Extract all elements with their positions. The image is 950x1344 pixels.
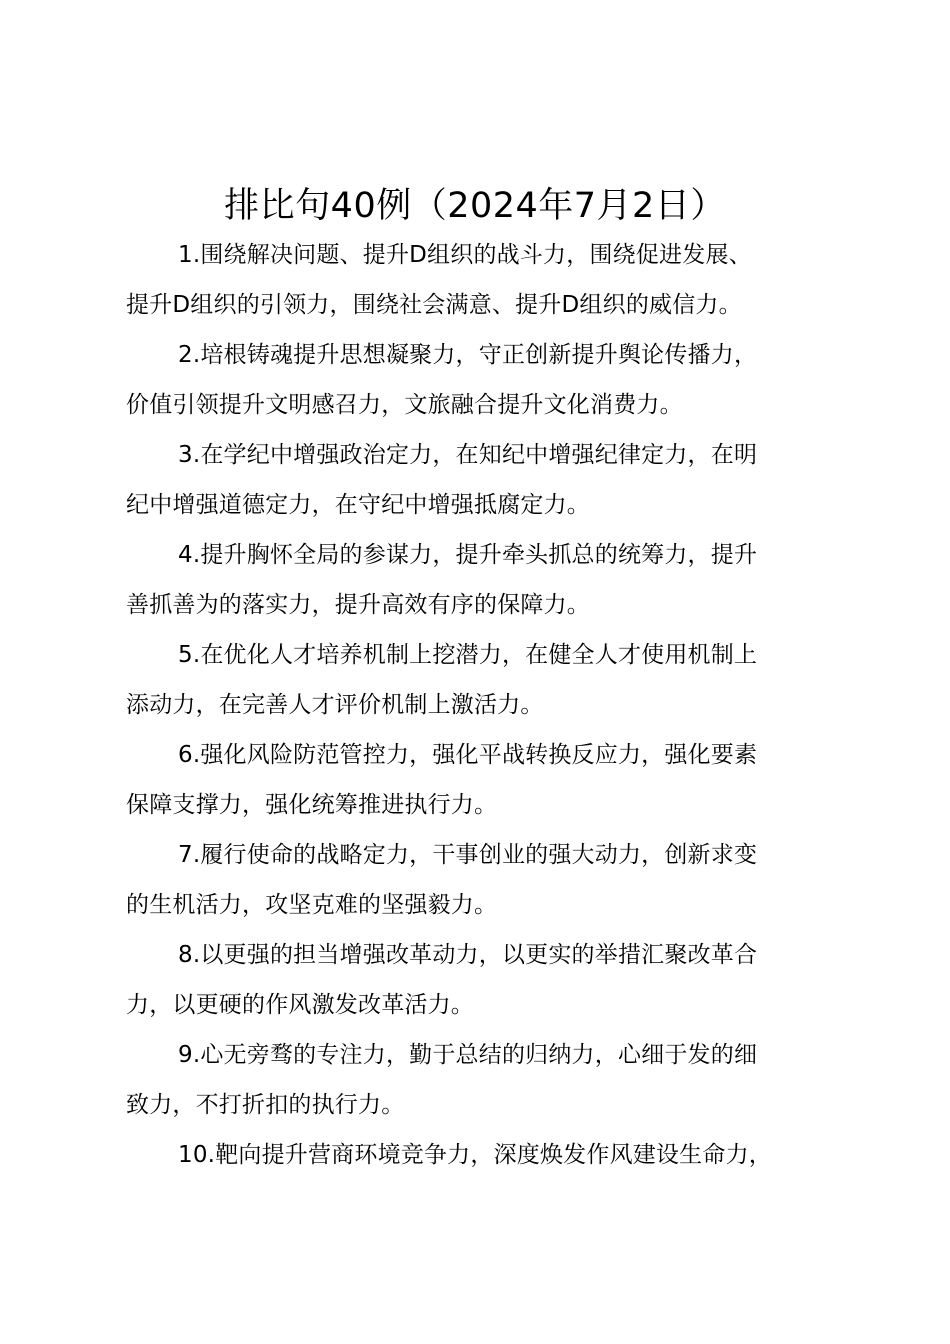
- paragraph-line: 1.围绕解决问题、提升D组织的战斗力，围绕促进发展、: [178, 242, 752, 268]
- paragraph-4: [126, 530, 836, 630]
- paragraph-3: [126, 430, 836, 530]
- paragraph-2: [126, 330, 836, 430]
- paragraph-line: 致力，不打折扣的执行力。: [126, 1092, 405, 1118]
- paragraph-7: [126, 830, 836, 930]
- paragraph-line: 4.提升胸怀全局的参谋力，提升牵头抓总的统筹力，提升: [178, 542, 758, 568]
- paragraph-5: [126, 630, 836, 730]
- paragraph-10: [126, 1130, 836, 1180]
- paragraph-line: 提升D组织的引领力，围绕社会满意、提升D组织的威信力。: [126, 292, 742, 318]
- paragraph-8: [126, 930, 836, 1030]
- paragraph-9: [126, 1030, 836, 1130]
- document-title: 排比句40例（2024年7月2日）: [224, 186, 726, 226]
- paragraph-line: 保障支撑力，强化统筹推进执行力。: [126, 792, 498, 818]
- paragraph-line: 6.强化风险防范管控力，强化平战转换反应力，强化要素: [178, 742, 758, 768]
- paragraph-line: 3.在学纪中增强政治定力，在知纪中增强纪律定力，在明: [178, 442, 758, 468]
- paragraph-line: 9.心无旁骛的专注力，勤于总结的归纳力，心细于发的细: [178, 1042, 758, 1068]
- paragraph-line: 5.在优化人才培养机制上挖潜力，在健全人才使用机制上: [178, 642, 758, 668]
- paragraph-6: [126, 730, 836, 830]
- paragraph-1: [126, 230, 836, 330]
- paragraph-line: 力，以更硬的作风激发改革活力。: [126, 992, 474, 1018]
- document-body: [126, 230, 836, 1180]
- paragraph-line: 添动力，在完善人才评价机制上激活力。: [126, 692, 544, 718]
- paragraph-line: 8.以更强的担当增强改革动力，以更实的举措汇聚改革合: [178, 942, 758, 968]
- paragraph-line: 7.履行使命的战略定力，干事创业的强大动力，创新求变: [178, 842, 758, 868]
- paragraph-line: 2.培根铸魂提升思想凝聚力，守正创新提升舆论传播力，: [178, 342, 758, 368]
- paragraph-line: 善抓善为的落实力，提升高效有序的保障力。: [126, 592, 590, 618]
- paragraph-line: 纪中增强道德定力，在守纪中增强抵腐定力。: [126, 492, 590, 518]
- paragraph-line: 10.靶向提升营商环境竞争力，深度焕发作风建设生命力，: [178, 1142, 772, 1168]
- paragraph-line: 的生机活力，攻坚克难的坚强毅力。: [126, 892, 498, 918]
- paragraph-line: 价值引领提升文明感召力，文旅融合提升文化消费力。: [126, 392, 683, 418]
